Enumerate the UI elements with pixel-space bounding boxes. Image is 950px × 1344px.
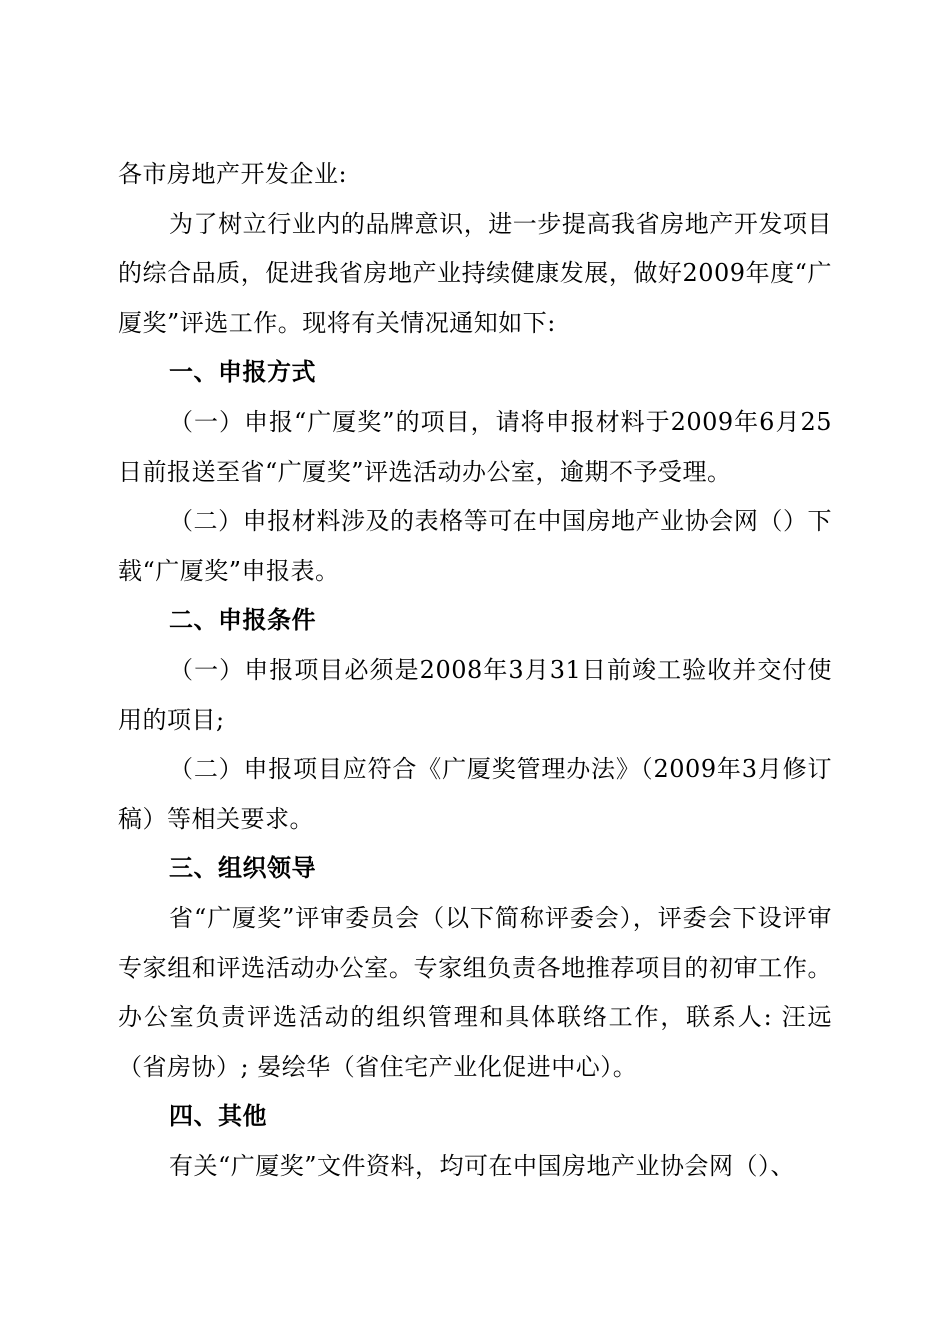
- section-paragraph: 有关“广厦奖”文件资料，均可在中国房地产业协会网（）、: [169, 1151, 796, 1180]
- section-application-method: [118, 348, 832, 596]
- section-paragraph: （一）申报“广厦奖”的项目，请将申报材料于2009年6月25日前报送至省“广厦奖”评选活动办公室，逾期不予受理。: [118, 407, 832, 486]
- section-paragraph: （一）申报项目必须是2008年3月31日前竣工验收并交付使用的项目;: [118, 655, 832, 734]
- salutation: 各市房地产开发企业:: [118, 160, 348, 188]
- section-paragraph: （二）申报项目应符合《广厦奖管理办法》（2009年3月修订稿）等相关要求。: [118, 755, 832, 833]
- section-application-conditions: [118, 596, 832, 844]
- section-heading: 四、其他: [169, 1102, 267, 1131]
- section-heading: 二、申报条件: [169, 606, 316, 635]
- section-heading: 一、申报方式: [169, 358, 316, 387]
- section-organization: [118, 844, 832, 1092]
- section-paragraph: （二）申报材料涉及的表格等可在中国房地产业协会网（）下载“广厦奖”申报表。: [118, 507, 832, 585]
- document-body: [118, 150, 832, 1191]
- intro-paragraph: 为了树立行业内的品牌意识，进一步提高我省房地产开发项目的综合品质，促进我省房地产业持续健康发展，做好2009年度“广厦奖”评选工作。现将有关情况通知如下:: [118, 209, 832, 337]
- section-heading: 三、组织领导: [169, 854, 316, 883]
- section-paragraph: 省“广厦奖”评审委员会（以下简称评委会），评委会下设评审专家组和评选活动办公室。专家组负责各地推荐项目的初审工作。办公室负责评选活动的组织管理和具体联络工作，联系人: 汪远（省房协）; 晏绘华（省住宅产业化促进中心）。: [118, 903, 832, 1081]
- section-other: [118, 1092, 832, 1191]
